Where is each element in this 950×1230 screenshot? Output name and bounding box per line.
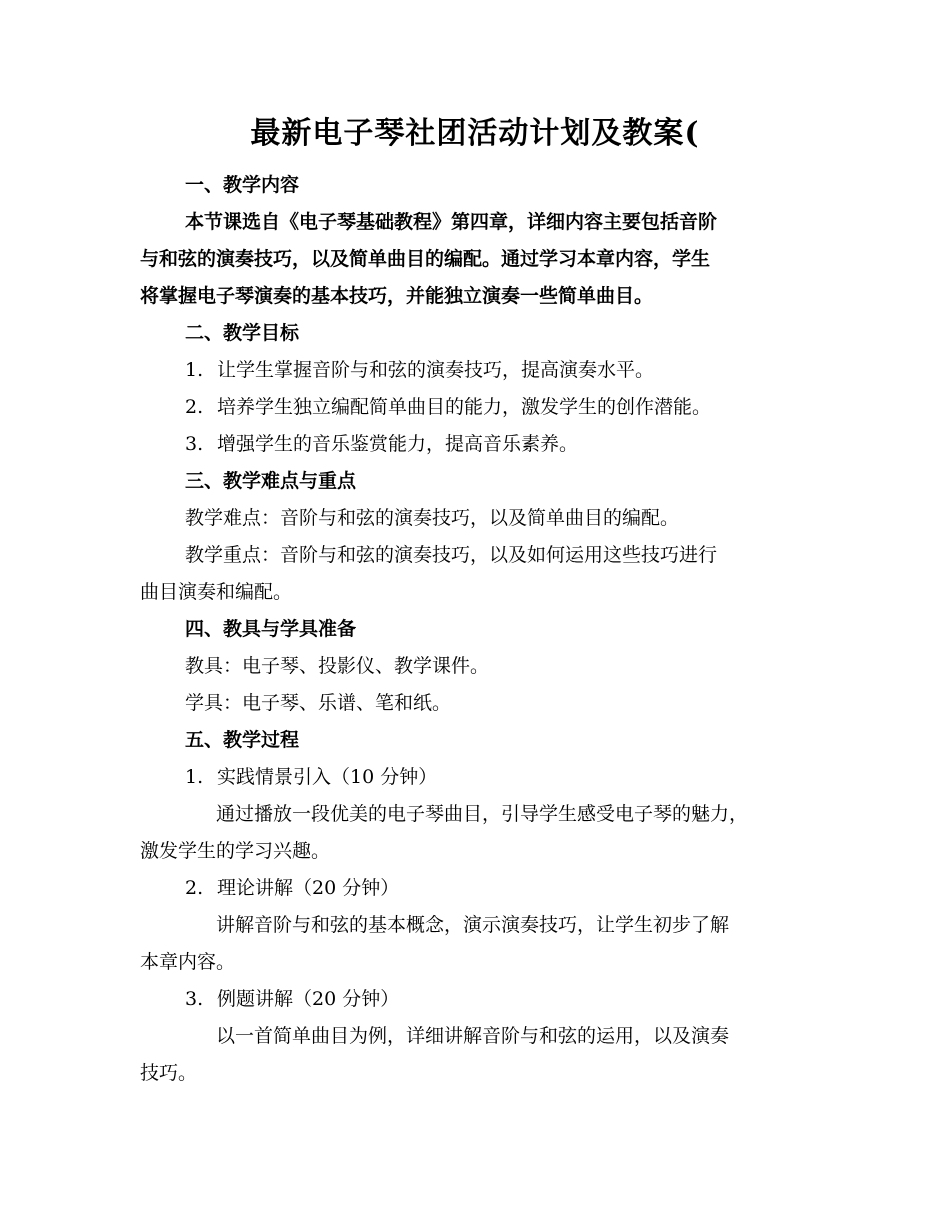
list-item xyxy=(185,355,820,385)
list-item xyxy=(185,429,820,459)
paragraph-line: 曲目演奏和编配。 xyxy=(140,581,293,603)
step-number: 2. xyxy=(185,877,204,899)
list-item-text: 培养学生独立编配简单曲目的能力，激发学生的创作潜能。 xyxy=(217,396,712,418)
section-heading-materials: 四、教具与学具准备 xyxy=(185,618,357,640)
paragraph-line: 本章内容。 xyxy=(140,951,236,973)
step-title xyxy=(185,762,820,792)
section-heading-process: 五、教学过程 xyxy=(185,729,300,751)
step-number: 1. xyxy=(185,766,204,788)
document-title: 最新电子琴社团活动计划及教案( xyxy=(250,116,700,151)
section-heading-difficulties: 三、教学难点与重点 xyxy=(185,470,357,492)
list-item-number: 2. xyxy=(185,396,204,418)
step-number: 3. xyxy=(185,988,204,1010)
section-heading-objectives: 二、教学目标 xyxy=(185,322,300,344)
section-heading-content: 一、教学内容 xyxy=(185,174,300,196)
step-title xyxy=(185,873,820,903)
list-item-number: 1. xyxy=(185,359,204,381)
paragraph-line: 以一首简单曲目为例，详细讲解音阶与和弦的运用，以及演奏 xyxy=(216,1025,730,1047)
paragraph-line: 教学重点：音阶与和弦的演奏技巧，以及如何运用这些技巧进行 xyxy=(185,544,718,566)
paragraph-line: 通过播放一段优美的电子琴曲目，引导学生感受电子琴的魅力， xyxy=(216,803,749,825)
list-item-text: 增强学生的音乐鉴赏能力，提高音乐素养。 xyxy=(217,433,579,455)
paragraph-line: 技巧。 xyxy=(140,1062,198,1084)
step-title-text: 理论讲解（20 分钟） xyxy=(217,877,400,899)
list-item xyxy=(185,392,820,422)
paragraph-line: 教具：电子琴、投影仪、教学课件。 xyxy=(185,655,490,677)
paragraph-line: 教学难点：音阶与和弦的演奏技巧，以及简单曲目的编配。 xyxy=(185,507,680,529)
list-item-text: 让学生掌握音阶与和弦的演奏技巧，提高演奏水平。 xyxy=(217,359,655,381)
paragraph-line: 本节课选自《电子琴基础教程》第四章，详细内容主要包括音阶 xyxy=(185,211,718,233)
list-item-number: 3. xyxy=(185,433,204,455)
step-title-text: 例题讲解（20 分钟） xyxy=(217,988,400,1010)
paragraph-line: 讲解音阶与和弦的基本概念，演示演奏技巧，让学生初步了解 xyxy=(216,914,730,936)
paragraph-line: 激发学生的学习兴趣。 xyxy=(140,840,331,862)
paragraph-line: 将掌握电子琴演奏的基本技巧，并能独立演奏一些简单曲目。 xyxy=(140,285,654,307)
paragraph-line: 与和弦的演奏技巧，以及简单曲目的编配。通过学习本章内容，学生 xyxy=(140,248,711,270)
step-title-text: 实践情景引入（10 分钟） xyxy=(217,766,438,788)
step-title xyxy=(185,984,820,1014)
paragraph-line: 学具：电子琴、乐谱、笔和纸。 xyxy=(185,692,452,714)
